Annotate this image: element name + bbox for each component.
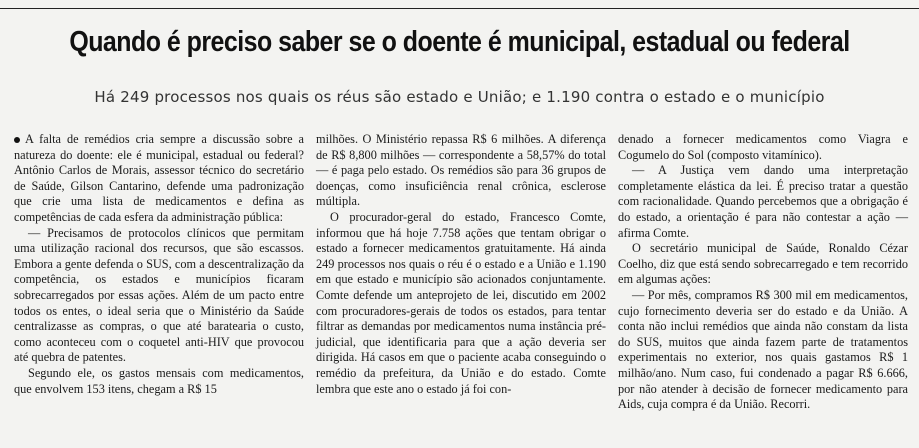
paragraph: — Precisamos de protocolos clínicos que permitam uma utilização racional dos recursos, que são escassos. Embora a gente defenda o SUS, com a descentralização da competência, os estados e municípios ficaram sobrecarregados por essas ações. Além de um pacto entre todos os entes, o ideal seria que o Ministério da Saúde centralizasse as compras, o que até baratearia o custo, como aconteceu com o coquetel anti-HIV que provocou até quebra de patentes. [14,225,304,365]
headline: Quando é preciso saber se o doente é municipal, estadual ou federal [69,26,850,58]
subheadline: Há 249 processos nos quais os réus são estado e União; e 1.190 contra o estado e o município [94,88,825,106]
top-rule [0,8,919,9]
paragraph: O procurador-geral do estado, Francesco Comte, informou que há hoje 7.758 ações que tentam obrigar o estado a fornecer medicamentos gratuitamente. Há ainda 249 processos nos quais o réu é o estado e a União e 1.190 em que estado e município são acionados conjuntamente. Comte defende um anteprojeto de lei, discutido em 2002 com procuradores-gerais de todos os estados, para tentar filtrar as demandas por medicamentos numa instância pré-judicial, que identificaria para que a ação deveria ser dirigida. Há casos em que o paciente acaba conseguindo o remédio da prefeitura, da União e do estado. Comte lembra que este ano o estado já foi con- [316,209,606,396]
paragraph-text: A falta de remédios cria sempre a discussão sobre a natureza do doente: ele é municipal, estadual ou federal? Antônio Carlos de Morais, assessor técnico do secretário de Saúde, Gilson Cantarino, defende uma padronização que crie uma lista de medicamentos e defina as competências de cada esfera da administração pública: [14,132,304,224]
paragraph: denado a fornecer medicamentos como Viagra e Cogumelo do Sol (composto vitamínico). [618,132,908,162]
paragraph: Segundo ele, os gastos mensais com medicamentos, que envolvem 153 itens, chegam a R$ 15 [14,365,304,396]
paragraph: O secretário municipal de Saúde, Ronaldo Cézar Coelho, diz que está sendo sobrecarregado e tem recorrido em algumas ações: [618,241,908,287]
article-column-1 [14,132,304,397]
article-column-2 [316,132,606,397]
paragraph: — Por mês, compramos R$ 300 mil em medicamentos, cujo fornecimento deveria ser do estado e da União. A conta não inclui remédios que ainda não constam da lista do SUS, muitos que ainda fazem parte de tratamentos experimentais no exterior, nos quais gastamos R$ 1 milhão/ano. Num caso, fui condenado a pagar R$ 6.666, por não atender à decisão de fornecer medicamento para Aids, cuja compra é da União. Recorri. [618,287,908,412]
bullet-icon [14,137,20,143]
article-column-3 [618,132,908,413]
paragraph: — A Justiça vem dando uma interpretação completamente elástica da lei. É preciso tratar a questão com racionalidade. Quando percebemos que a obrigação é do estado, a orientação é para não contestar a ação — afirma Comte. [618,163,908,240]
paragraph [14,132,304,226]
paragraph: milhões. O Ministério repassa R$ 6 milhões. A diferença de R$ 8,800 milhões — correspondente a 58,57% do total — é paga pelo estado. Os remédios são para 36 grupos de doenças, como insuficiência renal crônica, esclerose múltipla. [316,132,606,209]
